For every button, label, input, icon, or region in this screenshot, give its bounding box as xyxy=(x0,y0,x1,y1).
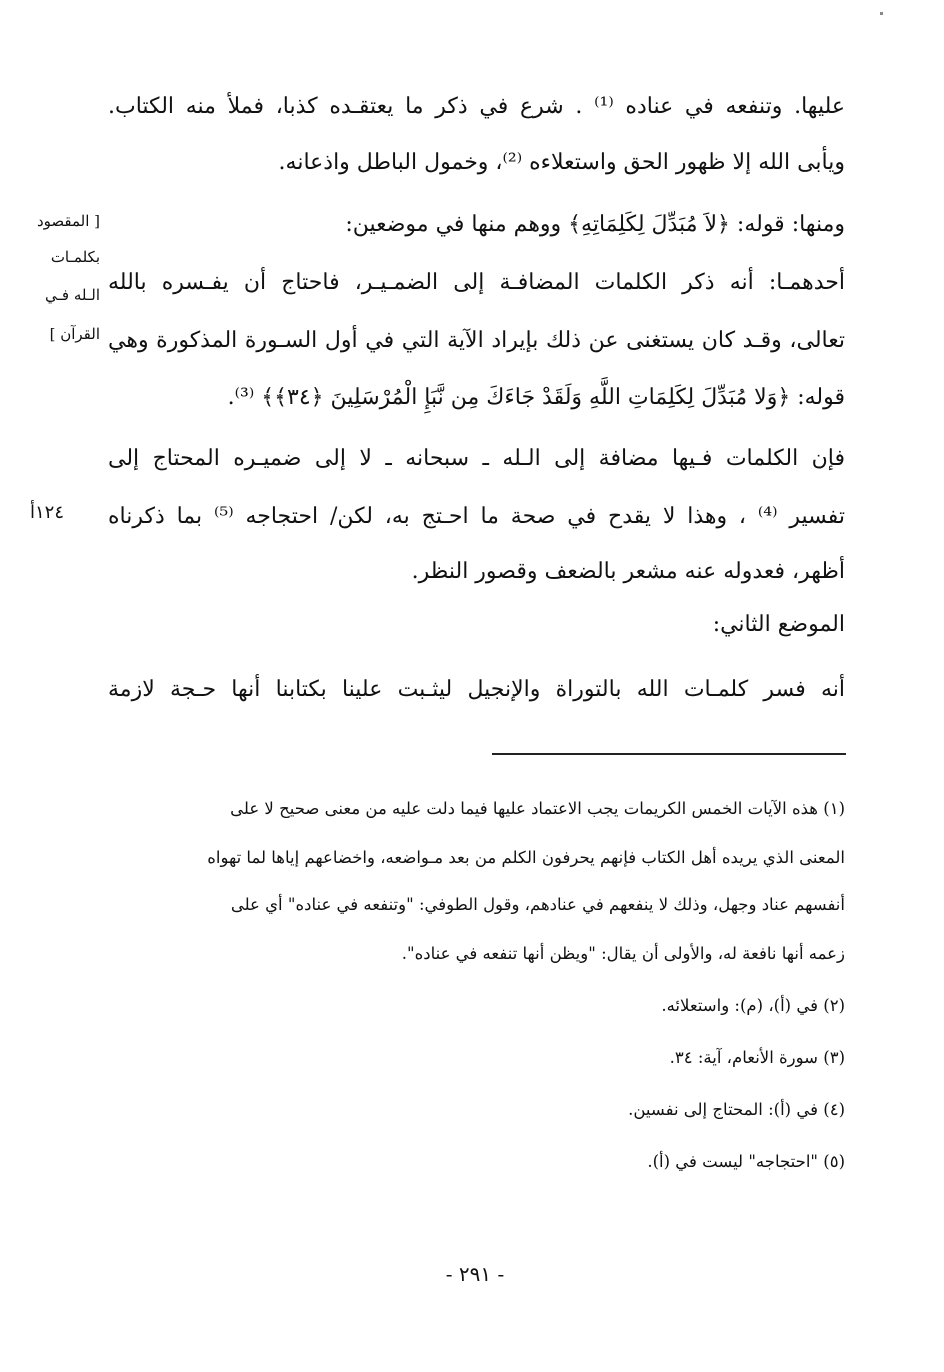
margin-note-line: القرآن ] xyxy=(49,325,100,343)
footnote-separator xyxy=(492,753,846,755)
body-line-10: أنه فسر كلمـات الله بالتوراة والإنجيل ليثـبت علينا بكتابنا أنها حـجة لازمة xyxy=(108,677,845,702)
footnote-line: (١) هذه الآيات الخمس الكريمات يجب الاعتماد عليها فيما دلت عليه من معنى صحيح لا على xyxy=(230,799,845,818)
section-heading: الموضع الثاني: xyxy=(712,612,845,637)
footnote-line: المعنى الذي يريده أهل الكتاب فإنهم يحرفون الكلم من بعد مـواضعه، واخضاعهم إياها لما تهواه xyxy=(207,848,845,867)
footnote-line: (٥) "احتجاجه" ليست في (أ). xyxy=(647,1152,845,1171)
margin-note-line: [ المقصود xyxy=(36,212,100,230)
body-line-8: تفسير ⁽⁴⁾ ، وهذا لا يقدح في صحة ما احـتج به، لكن/ احتجاجه ⁽⁵⁾ بما ذكرناه xyxy=(108,504,846,529)
margin-note-line: الـله فـي xyxy=(45,286,100,304)
body-line-4: أحدهمـا: أنه ذكر الكلمات المضافـة إلى الضمـيـر، فاحتاج أن يفـسره بالله xyxy=(108,270,845,295)
body-line-5: تعالى، وقـد كان يستغنى عن ذلك بإيراد الآية التي في أول السـورة المذكورة وهي xyxy=(108,328,845,353)
margin-note-line: بكلمـات xyxy=(50,248,100,266)
body-line-3: ومنها: قوله: ﴿لاَ مُبَدِّلَ لِكَلِمَاتِهِ﴾ ووهم منها في موضعين: xyxy=(345,212,845,237)
footnote-line: أنفسهم عناد وجهل، وذلك لا ينفعهم في عنادهم، وقول الطوفي: "وتنفعه في عناده" أي على xyxy=(230,895,845,914)
footnote-line: (٢) في (أ)، (م): واستعلائه. xyxy=(661,996,845,1015)
page-number: - ٢٩١ - xyxy=(445,1262,505,1286)
footnote-line: زعمه أنها نافعة له، والأولى أن يقال: "ويظن أنها تنفعه في عناده". xyxy=(401,944,845,963)
body-line-1: عليها. وتنفعه في عناده ⁽¹⁾ . شرع في ذكر ما يعتقـده كذبا، فملأ منه الكتاب. xyxy=(108,94,845,119)
footnote-line: (٣) سورة الأنعام، آية: ٣٤. xyxy=(669,1048,845,1067)
body-line-9: أظهر، فعدوله عنه مشعر بالضعف وقصور النظر. xyxy=(411,559,845,584)
body-line-2: ويأبى الله إلا ظهور الحق واستعلاءه ⁽²⁾، وخمول الباطل واذعانه. xyxy=(278,150,845,175)
body-line-6: قوله: ﴿وَلا مُبَدِّلَ لِكَلِمَاتِ اللَّهِ وَلَقَدْ جَاءَكَ مِن نَّبَإِ الْمُرْسَلِينَ ﴿٣٤﴾﴾ ⁽³⁾. xyxy=(227,385,845,410)
body-line-7: فإن الكلمات فـيها مضافة إلى الـله ـ سبحانه ـ لا إلى ضميـره المحتاج إلى xyxy=(108,446,845,471)
folio-marker: ١٢٤أ xyxy=(30,502,65,523)
footnote-line: (٤) في (أ): المحتاج إلى نفسين. xyxy=(628,1100,845,1119)
scan-speck xyxy=(880,12,883,15)
